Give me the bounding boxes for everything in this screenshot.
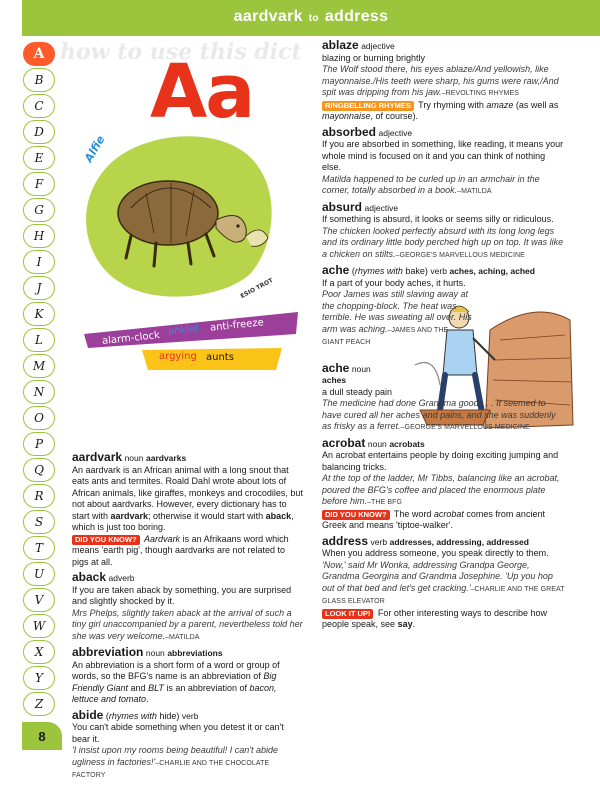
alphabet-tab-z[interactable]: Z [23,692,55,716]
part-of-speech: noun [351,363,371,374]
tip-italic-2: mayonnaise [322,111,371,121]
source: CHARLIE AND THE GREAT GLASS ELEVATOR [322,585,565,605]
part-of-speech: adjective [378,127,413,138]
page-number: 8 [22,722,62,750]
def-italic-2: BLT [148,682,164,693]
inflection: aches, aching, ached [449,266,535,276]
alphabet-tab-t[interactable]: T [23,536,55,560]
right-column [322,40,566,635]
tip-text: For other interesting ways to describe how people speak, see [322,607,548,629]
example-quote: At the top of the ladder, Mr Tibbs, balancing like an acrobat, poured the BFG's coffee and placed the enormous plate before him. [322,473,560,506]
rhymes-with: rhymes with [354,266,403,276]
example-quote: The medicine had done Grandma good . . . It seemed to have cured all her aches and pains, and she was suddenly as frisky as a ferret. [322,398,556,431]
definition: If a part of your body aches, it hurts. [322,277,466,288]
ringbelling-rhymes-badge: RINGBELLING RHYMES [322,101,414,111]
alphabet-tab-h[interactable]: H [23,224,55,248]
entry-ache-noun: ache noun aches a dull steady pain The medicine had done Grandma good . . . It seemed to have cured all her aches and pains, and she was suddenly as frisky as a ferret.–GEORGE'S MARVELLOUS MEDICINE [322,360,556,431]
tip-end: , of course). [370,111,419,121]
headword: aback [72,570,107,584]
dyk-text: The word [391,508,434,519]
definition: If you are taken aback by something, you are surprised and slightly shocked by it. [72,584,292,606]
part-of-speech: adjective [364,202,399,213]
left-column [72,452,304,786]
dyk-italic: acrobat [433,508,464,519]
header-last-word: address [324,8,389,25]
part-of-speech: verb [370,536,388,547]
headword: abbreviation [72,645,144,659]
alphabet-tab-x[interactable]: X [23,640,55,664]
tip-text: Try rhyming with [415,99,487,110]
part-of-speech: noun [124,453,144,463]
entry-ache-verb: ache (rhymes with bake) verb aches, aching, ached If a part of your body aches, it hurts. Poor James was still slaving away at the chopping-block. The heat was terrible. He was sweating all over. His arm was aching.–JAMES AND THE GIANT PEACH [322,263,535,346]
alphabet-tab-v[interactable]: V [23,588,55,612]
entry-address: address verb addresses, addressing, addressed When you address someone, you speak directly to them. 'Now,' said Mr Wonka, addressing Grandpa George, Grandma Georgina and Grandma Josephine. 'Up you hop out of that bed and let's get cracking.'–CHARLIE AND THE GREAT GLASS ELEVATOR LOOK IT UP! For other interesting ways to describe how people speak, see say. [322,533,565,629]
alphabet-tab-j[interactable]: J [23,276,55,300]
alphabet-tab-u[interactable]: U [23,562,55,586]
alphabet-tabs [23,42,57,722]
alphabet-tab-d[interactable]: D [23,120,55,144]
headword: ablaze [322,38,359,52]
alphabet-tab-g[interactable]: G [23,198,55,222]
alphabet-tab-r[interactable]: R [23,484,55,508]
def-italic-3: bacon, lettuce and tomato [72,682,277,704]
part-of-speech: adverb [108,573,135,583]
ribbon-word-1: alarm-clock [101,329,161,348]
definition-bold: aardvark [110,510,149,521]
dyk-end: comes from ancient Greek and means 'tiptoe-walker'. [322,508,545,530]
header-title [22,8,600,26]
did-you-know-badge: DID YOU KNOW? [322,510,390,520]
part-of-speech: verb [181,710,199,721]
entry-absurd: absurd adjective If something is absurd, it looks or seems silly or ridiculous. The chicken looked perfectly absurd with its long long legs and its ordinary little body perched high up on top. It was like a chicken on stilts.–GEORGE'S MARVELLOUS MEDICINE [322,199,564,259]
entry-acrobat: acrobat noun acrobats An acrobat entertains people by doing exciting jumping and balancing tricks. At the top of the ladder, Mr Tibbs, balancing like an acrobat, poured the BFG's coffee and placed the enormous plate before him.–THE BFG DID YOU KNOW? The word acrobat comes from ancient Greek and means 'tiptoe-walker'. [322,435,560,530]
inflection: aches [322,375,347,385]
definition: An abbreviation is a short form of a word or group of words, so the BFG's name is an abbreviation of [72,659,280,681]
inflection: acrobats [389,438,425,449]
example-quote: The Wolf stood there, his eyes ablaze/And yellowish, like mayonnaise./His teeth were sharp, his gums were raw,/And spit was dripping from his jaw. [322,64,559,97]
entry-aback: aback adverb If you are taken aback by something, you are surprised and slightly shocked by it. Mrs Phelps, slightly taken aback at the arrival of such a tiny girl unaccompanied by a parent, nevertheless told her she was very welcome.–MATILDA [72,570,303,641]
alphabet-tab-b[interactable]: B [23,68,55,92]
inflection: abbreviations [167,648,223,658]
alphabet-tab-f[interactable]: F [23,172,55,196]
page-header [22,0,600,36]
rhymes-with: rhymes with [108,710,157,721]
illustration-caption: Alfie [82,133,108,165]
alphabet-tab-a[interactable]: A [23,42,55,66]
def-italic-1: Big Friendly Giant [72,671,277,693]
definition: An aardvark is an African animal with a long snout that eats ants and termites. Roald Dahl wrote about lots of African animals, like giraffes, monkeys and crocodiles, but not about aardvarks. However, every dictionary has to start with [72,464,303,521]
definition: You can't abide something when you detest it or can't bear it. [72,722,284,744]
definition-cont: ; otherwise it would start with [148,510,266,521]
ribbon-word-3: anti-freeze [209,317,265,334]
source: GEORGE'S MARVELLOUS MEDICINE [404,424,530,431]
entry-abide: abide (rhymes with hide) verb You can't abide something when you detest it or can't bear it. 'I insist upon my rooms being beautiful! I can't abide ugliness in factories!'–CHARLIE AND THE CHOCOLATE FACTORY [72,707,284,779]
definition: If you are absorbed in something, like reading, it means your whole mind is focused on it and you can think of nothing else. [322,139,564,172]
ribbon-word-5: aunts [206,352,234,363]
example-quote: Poor James was still slaving away at the chopping-block. The heat was terrible. He was sweating all over. His arm was aching. [322,289,472,334]
tip-bold: say [397,619,413,629]
headword: ache [322,360,350,375]
rhyme-word: bake) [402,266,431,276]
alphabet-tab-p[interactable]: P [23,432,55,456]
alphabet-tab-w[interactable]: W [23,614,55,638]
def-cont-2: is an abbreviation of [163,682,250,693]
headword: absurd [322,199,363,214]
inflection: aardvarks [146,453,187,463]
tip-cont: (as well as [513,99,559,110]
alphabet-tab-k[interactable]: K [23,302,55,326]
entry-ablaze: ablaze adjective blazing or burning brightly The Wolf stood there, his eyes ablaze/And yellowish, like mayonnaise./His teeth were sharp, his gums were raw,/And spit was dripping from his jaw.–REVOLTING RHYMES RINGBELLING RHYMES Try rhyming with amaze (as well as mayonnaise, of course). [322,38,559,121]
definition: When you address someone, you speak directly to them. [322,548,549,558]
headword: absorbed [322,124,377,139]
tortoise-illustration [76,128,276,303]
definition-bold-2: aback [265,510,292,521]
source: GEORGE'S MARVELLOUS MEDICINE [399,251,525,259]
source: JAMES AND THE GIANT PEACH [322,326,449,346]
entry-abbreviation [72,647,304,706]
example-quote: 'I insist upon my rooms being beautiful! I can't abide ugliness in factories!' [72,745,279,767]
dyk-text: is an Afrikaans word which means 'earth pig', though aardvarks are not related to pigs at all. [72,533,289,567]
part-of-speech: noun [145,648,165,658]
source: THE BFG [371,499,403,506]
big-letter: Aa [150,49,254,135]
inflection: addresses, addressing, addressed [389,536,529,547]
alphabet-tab-n[interactable]: N [23,380,55,404]
tip-end: . [412,619,416,629]
definition-end: , which is just too boring. [72,510,294,532]
dyk-italic: Aardvark [144,533,181,544]
def-cont-1: and [128,682,149,693]
alphabet-tab-e[interactable]: E [23,146,55,170]
headword: address [322,533,369,548]
example-quote: The chicken looked perfectly absurd with its long long legs and its ordinary little body perched high up on top. It was like a chicken on stilts. [322,225,564,259]
part-of-speech: verb [430,266,447,276]
definition: a dull steady pain [322,386,393,397]
look-it-up-badge: LOOK IT UP! [322,609,373,619]
headword: ache [322,263,350,277]
source: REVOLTING RHYMES [445,90,519,97]
example-quote: 'Now,' said Mr Wonka, addressing Grandpa George, Grandma Georgina and Grandma Josephine. 'Up you hop out of that bed and let's get cracking.' [322,559,553,593]
example-quote: Mrs Phelps, slightly taken aback at the arrival of such a tiny girl unaccompanied by a parent, nevertheless told her she was very welcome. [72,607,303,641]
entry-absorbed: absorbed adjective If you are absorbed in something, like reading, it means your whole mind is focused on it and you can think of nothing else. Matilda happened to be curled up in an armchair in the corner, totally absorbed in a book.–MATILDA [322,124,564,195]
headword: aardvark [72,450,123,464]
rhyme-open: ( [105,710,109,721]
headword: acrobat [322,435,366,450]
illustration-signature: ESIO TROT [239,277,275,300]
alphabet-tab-y[interactable]: Y [23,666,55,690]
definition: blazing or burning brightly [322,52,426,63]
tip-italic-1: amaze [486,99,514,110]
source: MATILDA [461,188,492,195]
source: CHARLIE AND THE CHOCOLATE FACTORY [72,759,270,779]
definition: An acrobat entertains people by doing exciting jumping and balancing tricks. [322,450,559,472]
alphabet-tab-c[interactable]: C [23,94,55,118]
ghost-text: how to use this dict [60,39,302,65]
entry-aardvark [72,452,304,568]
def-end: . [146,694,149,704]
alphabet-tab-o[interactable]: O [23,406,55,430]
ribbon-word-4: argying [159,351,197,362]
alphabet-tab-i[interactable]: I [23,250,55,274]
header-to: to [308,13,319,24]
part-of-speech: adjective [361,41,395,51]
did-you-know-badge: DID YOU KNOW? [72,535,140,545]
ribbon-word-2: anklet [167,323,200,338]
part-of-speech: noun [367,438,387,449]
example-quote: Matilda happened to be curled up in an armchair in the corner, totally absorbed in a book. [322,173,540,195]
source: MATILDA [169,633,200,641]
alphabet-tab-q[interactable]: Q [23,458,55,482]
rhyme-word: hide) [156,710,182,721]
header-first-word: aardvark [233,8,303,25]
definition: If something is absurd, it looks or seems silly or ridiculous. [322,214,554,224]
alphabet-tab-l[interactable]: L [23,328,55,352]
headword: abide [72,707,104,722]
alphabet-tab-s[interactable]: S [23,510,55,534]
alphabet-tab-m[interactable]: M [23,354,55,378]
